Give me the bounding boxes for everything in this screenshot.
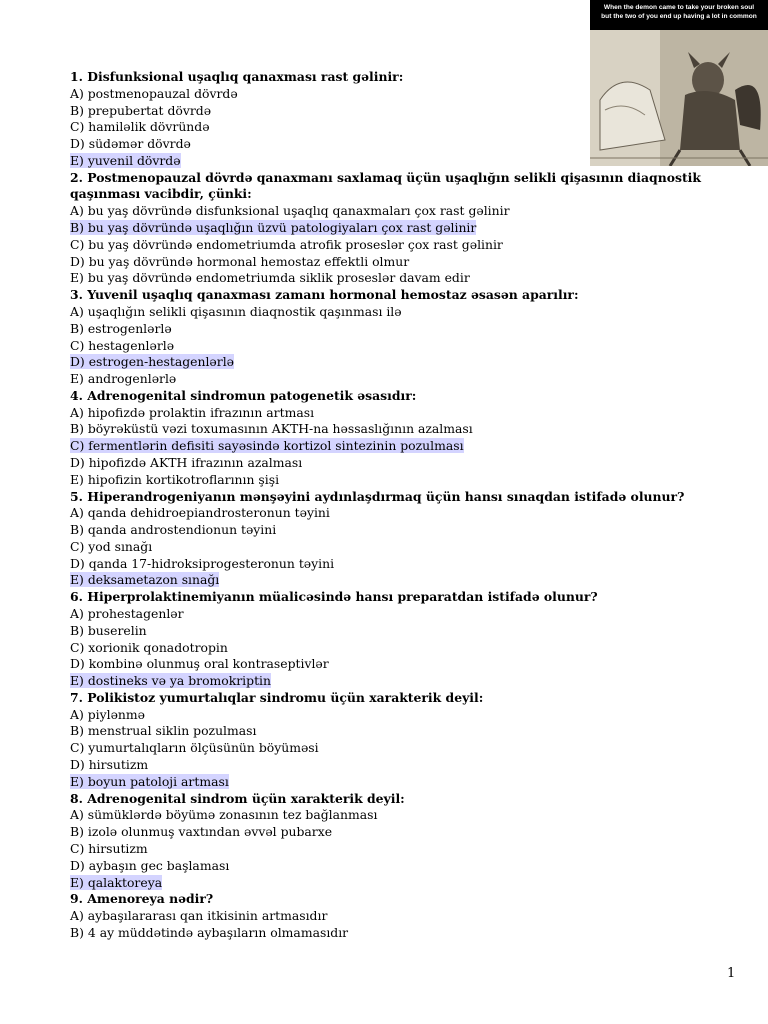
question-9-text: [70, 891, 750, 908]
question-3-option: [70, 354, 750, 371]
question-9-line: 9. Amenoreya nədir?: [70, 891, 214, 907]
option-text: D) qanda 17-hidroksiprogesteronun təyini: [70, 555, 335, 571]
option-text: B) buserelin: [70, 622, 147, 638]
option-text: A) qanda dehidroepiandrosteronun təyini: [70, 505, 330, 521]
question-8-option: [70, 875, 750, 892]
question-2-option: [70, 220, 750, 237]
option-text: A) uşaqlığın selikli qişasının diaqnostik qaşınması ilə: [70, 303, 402, 319]
question-3-line: 3. Yuvenil uşaqlıq qanaxması zamanı hormonal hemostaz əsasən aparılır:: [70, 287, 579, 303]
option-text: A) aybaşılararası qan itkisinin artmasıdır: [70, 908, 328, 924]
question-5-option: [70, 556, 750, 573]
option-text: C) yumurtalıqların ölçüsünün böyüməsi: [70, 740, 319, 756]
option-text: B) böyrəküstü vəzi toxumasının AKTH-na həssaslığının azalması: [70, 421, 473, 437]
question-1-option: [70, 86, 750, 103]
question-7-option: [70, 707, 750, 724]
option-text: D) aybaşın gec başlaması: [70, 857, 230, 873]
question-8-option: [70, 807, 750, 824]
correct-answer-highlight: E) boyun patoloji artması: [70, 773, 229, 789]
question-6-option: [70, 656, 750, 673]
question-7-line: 7. Polikistoz yumurtalıqlar sindromu üçün xarakterik deyil:: [70, 689, 484, 705]
option-text: B) 4 ay müddətində aybaşıların olmamasıdır: [70, 924, 349, 940]
option-text: B) menstrual siklin pozulması: [70, 723, 257, 739]
option-text: E) bu yaş dövründə endometriumda siklik proseslər davam edir: [70, 270, 470, 286]
question-7-option: [70, 740, 750, 757]
question-4-line: 4. Adrenogenital sindromun patogenetik əsasıdır:: [70, 387, 417, 403]
question-3-option: [70, 371, 750, 388]
question-6-option: [70, 623, 750, 640]
question-7-option: [70, 723, 750, 740]
question-5-option: [70, 505, 750, 522]
correct-answer-highlight: E) yuvenil dövrdə: [70, 152, 181, 168]
question-6-option: [70, 673, 750, 690]
option-text: C) hamiləlik dövründə: [70, 119, 210, 135]
question-2-option: [70, 237, 750, 254]
question-3-option: [70, 321, 750, 338]
question-4-option: [70, 421, 750, 438]
question-1-option: [70, 103, 750, 120]
option-text: D) kombinə olunmuş oral kontraseptivlər: [70, 656, 329, 672]
option-text: B) qanda androstendionun təyini: [70, 522, 277, 538]
meme-caption: [590, 0, 768, 30]
question-1-text: [70, 69, 750, 86]
option-text: C) yod sınağı: [70, 538, 153, 554]
question-5-option: [70, 572, 750, 589]
question-1-line: 1. Disfunksional uşaqlıq qanaxması rast gəlinir:: [70, 69, 404, 84]
option-text: C) hirsutizm: [70, 840, 148, 856]
option-text: D) hipofizdə AKTH ifrazının azalması: [70, 454, 303, 470]
question-5-option: [70, 522, 750, 539]
question-2-option: [70, 270, 750, 287]
question-3-option: [70, 338, 750, 355]
option-text: D) südəmər dövrdə: [70, 136, 191, 152]
question-8-option: [70, 841, 750, 858]
option-text: C) hestagenlərlə: [70, 337, 175, 353]
question-7-option: [70, 757, 750, 774]
option-text: A) sümüklərdə böyümə zonasının tez bağlanması: [70, 807, 378, 823]
option-text: C) xorionik qonadotropin: [70, 639, 228, 655]
question-9-option: [70, 908, 750, 925]
correct-answer-highlight: E) deksametazon sınağı: [70, 572, 220, 588]
option-text: D) hirsutizm: [70, 757, 149, 773]
question-3-text: [70, 287, 750, 304]
option-text: A) piylənmə: [70, 706, 145, 722]
question-3-option: [70, 304, 750, 321]
page-number: 1: [727, 966, 736, 981]
question-5-line: 5. Hiperandrogeniyanın mənşəyini aydınlaşdırmaq üçün hansı sınaqdan istifadə olunur?: [70, 488, 685, 504]
question-2-option: [70, 203, 750, 220]
question-6-text: [70, 589, 750, 606]
question-8-option: [70, 824, 750, 841]
question-8-option: [70, 858, 750, 875]
option-text: B) izolə olunmuş vaxtından əvvəl pubarxe: [70, 824, 333, 840]
question-5-text: [70, 489, 750, 506]
correct-answer-highlight: C) fermentlərin defisiti sayəsində kortizol sintezinin pozulması: [70, 438, 464, 454]
question-5-option: [70, 539, 750, 556]
option-text: C) bu yaş dövründə endometriumda atrofik proseslər çox rast gəlinir: [70, 236, 503, 252]
correct-answer-highlight: B) bu yaş dövründə uşaqlığın üzvü patologiyaları çox rast gəlinir: [70, 220, 477, 236]
question-9-option: [70, 925, 750, 942]
option-text: E) androgenlərlə: [70, 371, 177, 387]
question-6-option: [70, 640, 750, 657]
question-4-text: [70, 388, 750, 405]
question-7-text: [70, 690, 750, 707]
meme-caption-line-2: but the two of you end up having a lot in common: [601, 13, 757, 20]
question-4-option: [70, 438, 750, 455]
question-6-line: 6. Hiperprolaktinemiyanın müalicəsində hansı preparatdan istifadə olunur?: [70, 589, 598, 605]
option-text: A) prohestagenlər: [70, 606, 184, 621]
option-text: B) prepubertat dövrdə: [70, 102, 212, 118]
meme-caption-line-1: When the demon came to take your broken soul: [603, 4, 755, 11]
question-6-option: [70, 606, 750, 623]
option-text: D) bu yaş dövründə hormonal hemostaz effektli olmur: [70, 253, 410, 269]
question-1-option: [70, 153, 750, 170]
question-8-line: 8. Adrenogenital sindrom üçün xarakterik deyil:: [70, 790, 405, 806]
option-text: A) bu yaş dövründə disfunksional uşaqlıq qanaxmaları çox rast gəlinir: [70, 203, 510, 219]
option-text: A) hipofizdə prolaktin ifrazının artması: [70, 404, 315, 420]
question-1-option: [70, 119, 750, 136]
question-2-line: 2. Postmenopauzal dövrdə qanaxmanı saxlamaq üçün uşaqlığın selikli qişasının diaqnostik qaşınması vacibdir, çünki:: [70, 169, 701, 202]
option-text: E) hipofizin kortikotroflarının şişi: [70, 471, 280, 487]
question-7-option: [70, 774, 750, 791]
option-text: A) postmenopauzal dövrdə: [70, 85, 238, 101]
question-4-option: [70, 405, 750, 422]
correct-answer-highlight: E) dostineks və ya bromokriptin: [70, 673, 271, 689]
question-4-option: [70, 472, 750, 489]
correct-answer-highlight: D) estrogen-hestagenlərlə: [70, 354, 234, 370]
question-2-option: [70, 254, 750, 271]
question-1-option: [70, 136, 750, 153]
correct-answer-highlight: E) qalaktoreya: [70, 874, 163, 890]
option-text: B) estrogenlərlə: [70, 320, 172, 336]
question-8-text: [70, 791, 750, 808]
question-2-text: [70, 170, 750, 204]
question-list: [70, 69, 750, 942]
question-4-option: [70, 455, 750, 472]
